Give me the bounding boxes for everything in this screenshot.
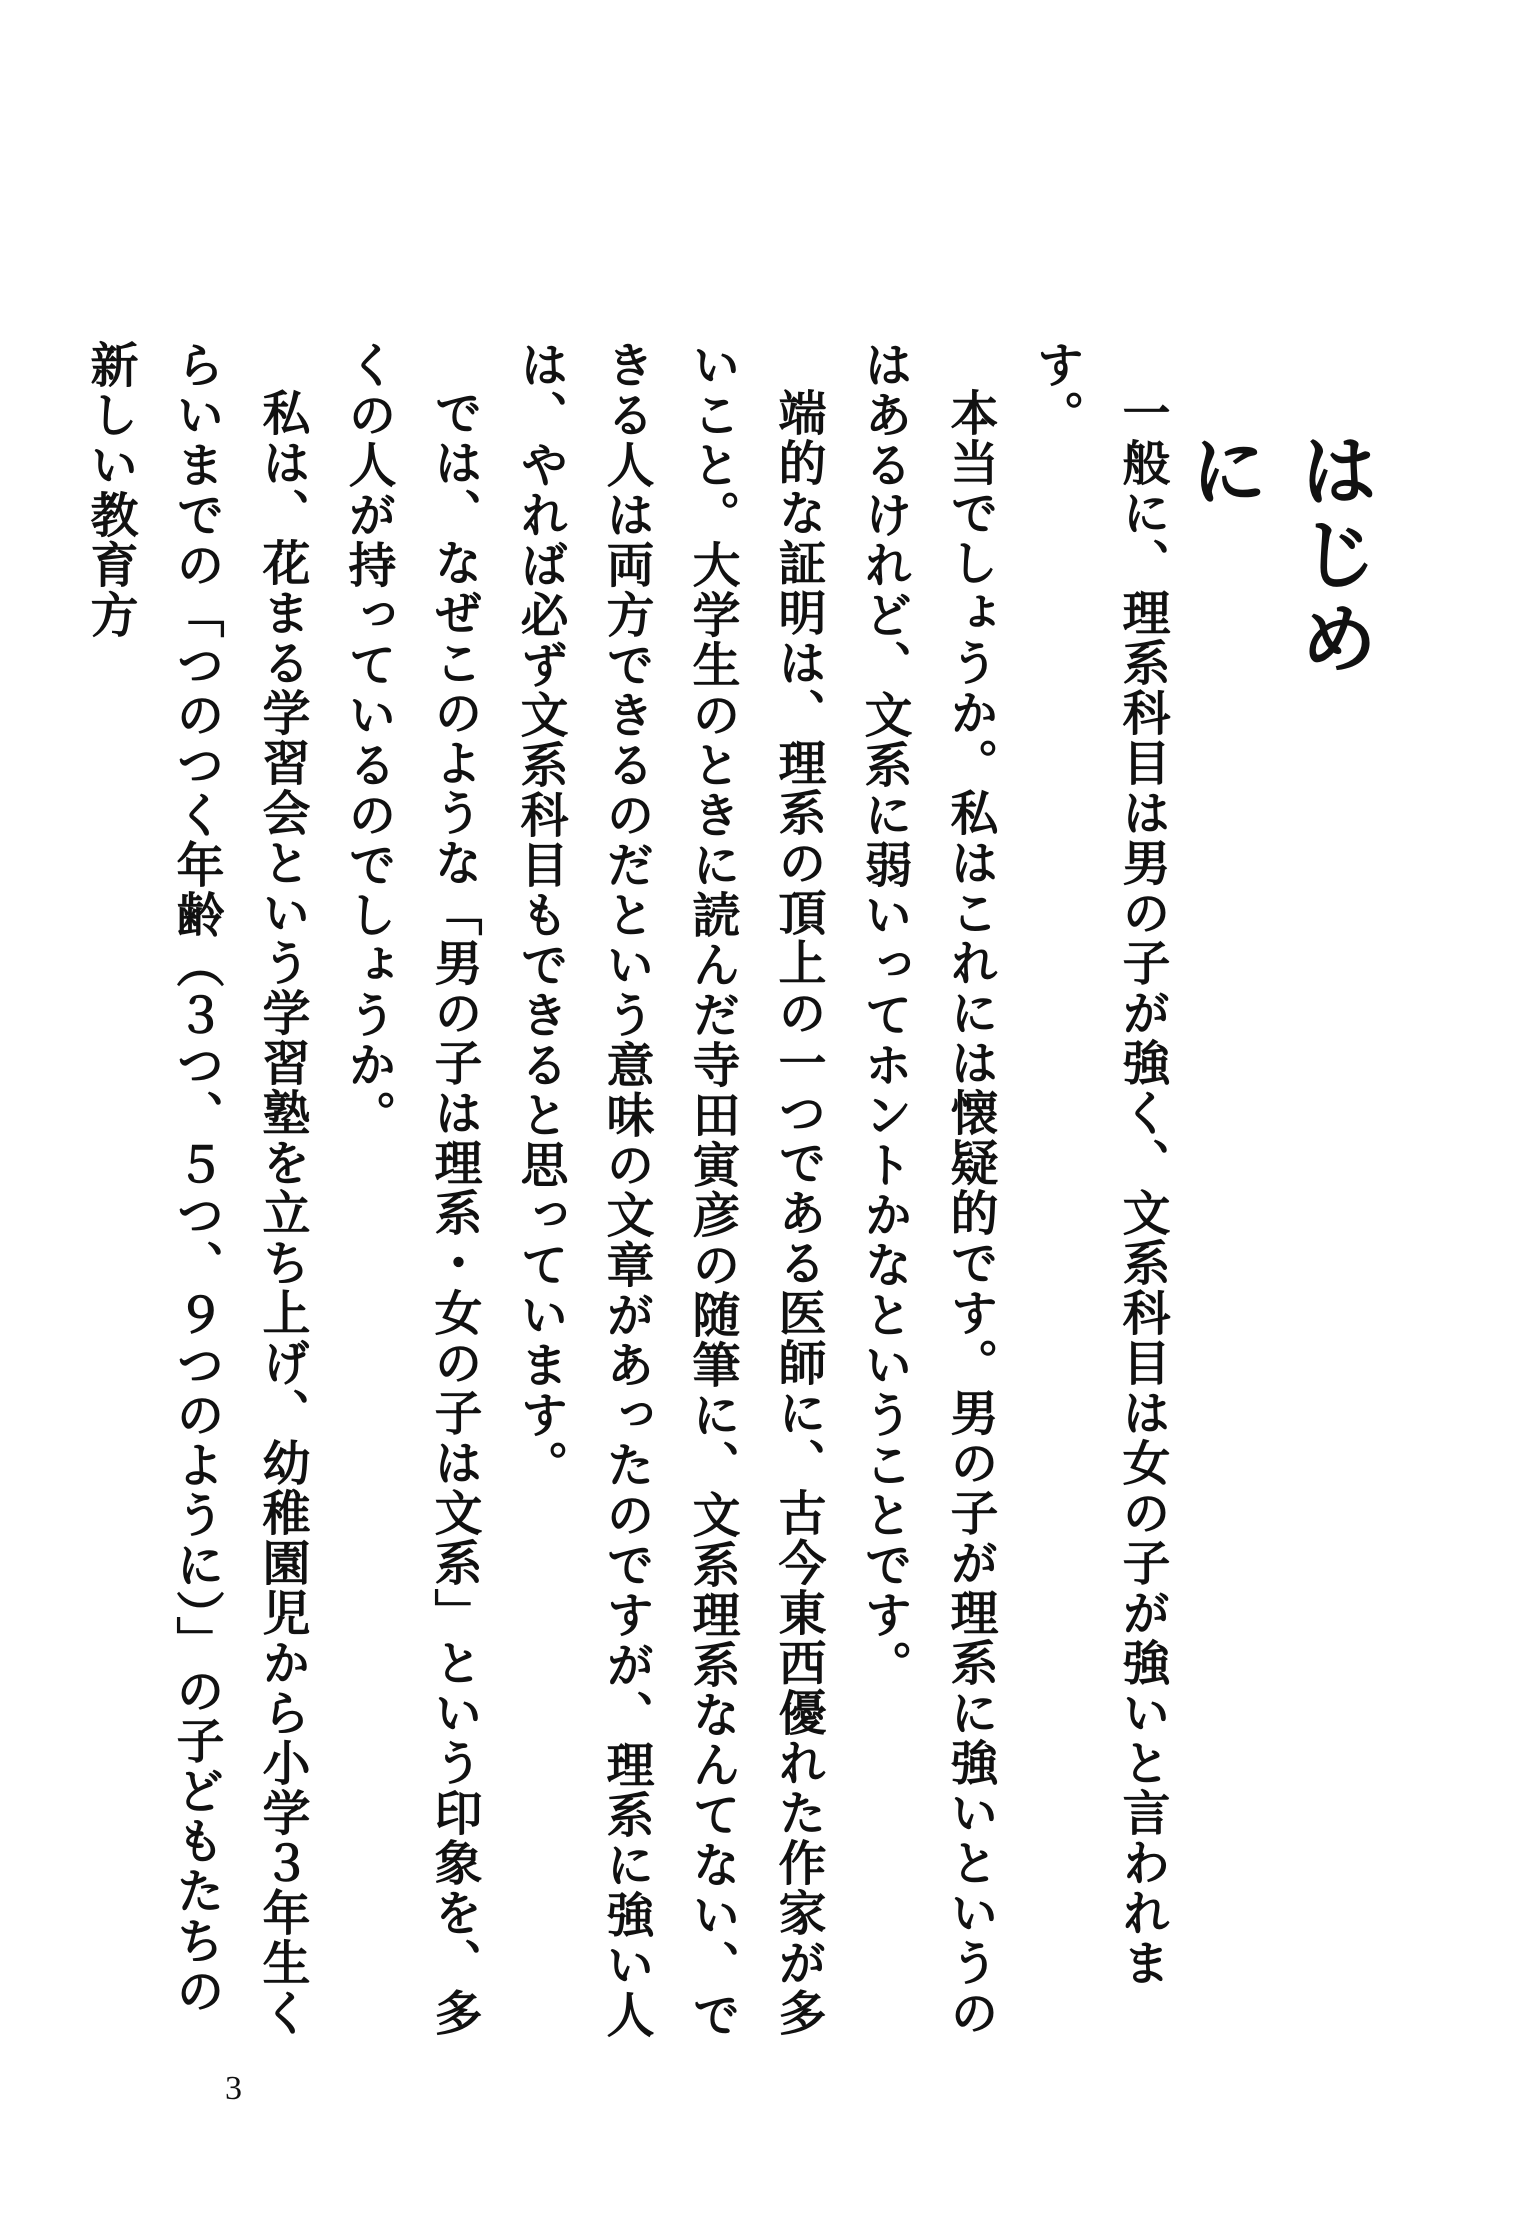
paragraph: 端的な証明は、理系の頂上の一つである医師に、古今東西優れた作家が多いこと。大学生のときに読んだ寺田寅彦の随筆に、文系理系なんてない、できる人は両方できるのだという意味の文章があったのですが、理系に強い人は、やれば必ず文系科目もできると思っています。 xyxy=(512,340,826,2040)
paragraph: では、なぜこのような「男の子は理系・女の子は文系」という印象を、多くの人が持っているのでしょうか。 xyxy=(340,340,482,2038)
page-title: はじめに xyxy=(1177,430,1378,682)
paragraph: 私は、花まる学習会という学習塾を立ち上げ、幼稚園児から小学３年生くらいまでの「つのつく年齢（３つ、５つ、９つのように）」の子どもたちの新しい教育方 xyxy=(82,340,310,2038)
paragraph: 一般に、理系科目は男の子が強く、文系科目は女の子が強いと言われます。 xyxy=(1028,340,1170,1988)
page-number: 3 xyxy=(225,2070,242,2107)
paragraph: 本当でしょうか。私はこれには懐疑的です。男の子が理系に強いというのはあるけれど、文系に弱いってホントかなということです。 xyxy=(856,340,998,2038)
body-text xyxy=(82,340,1185,2060)
